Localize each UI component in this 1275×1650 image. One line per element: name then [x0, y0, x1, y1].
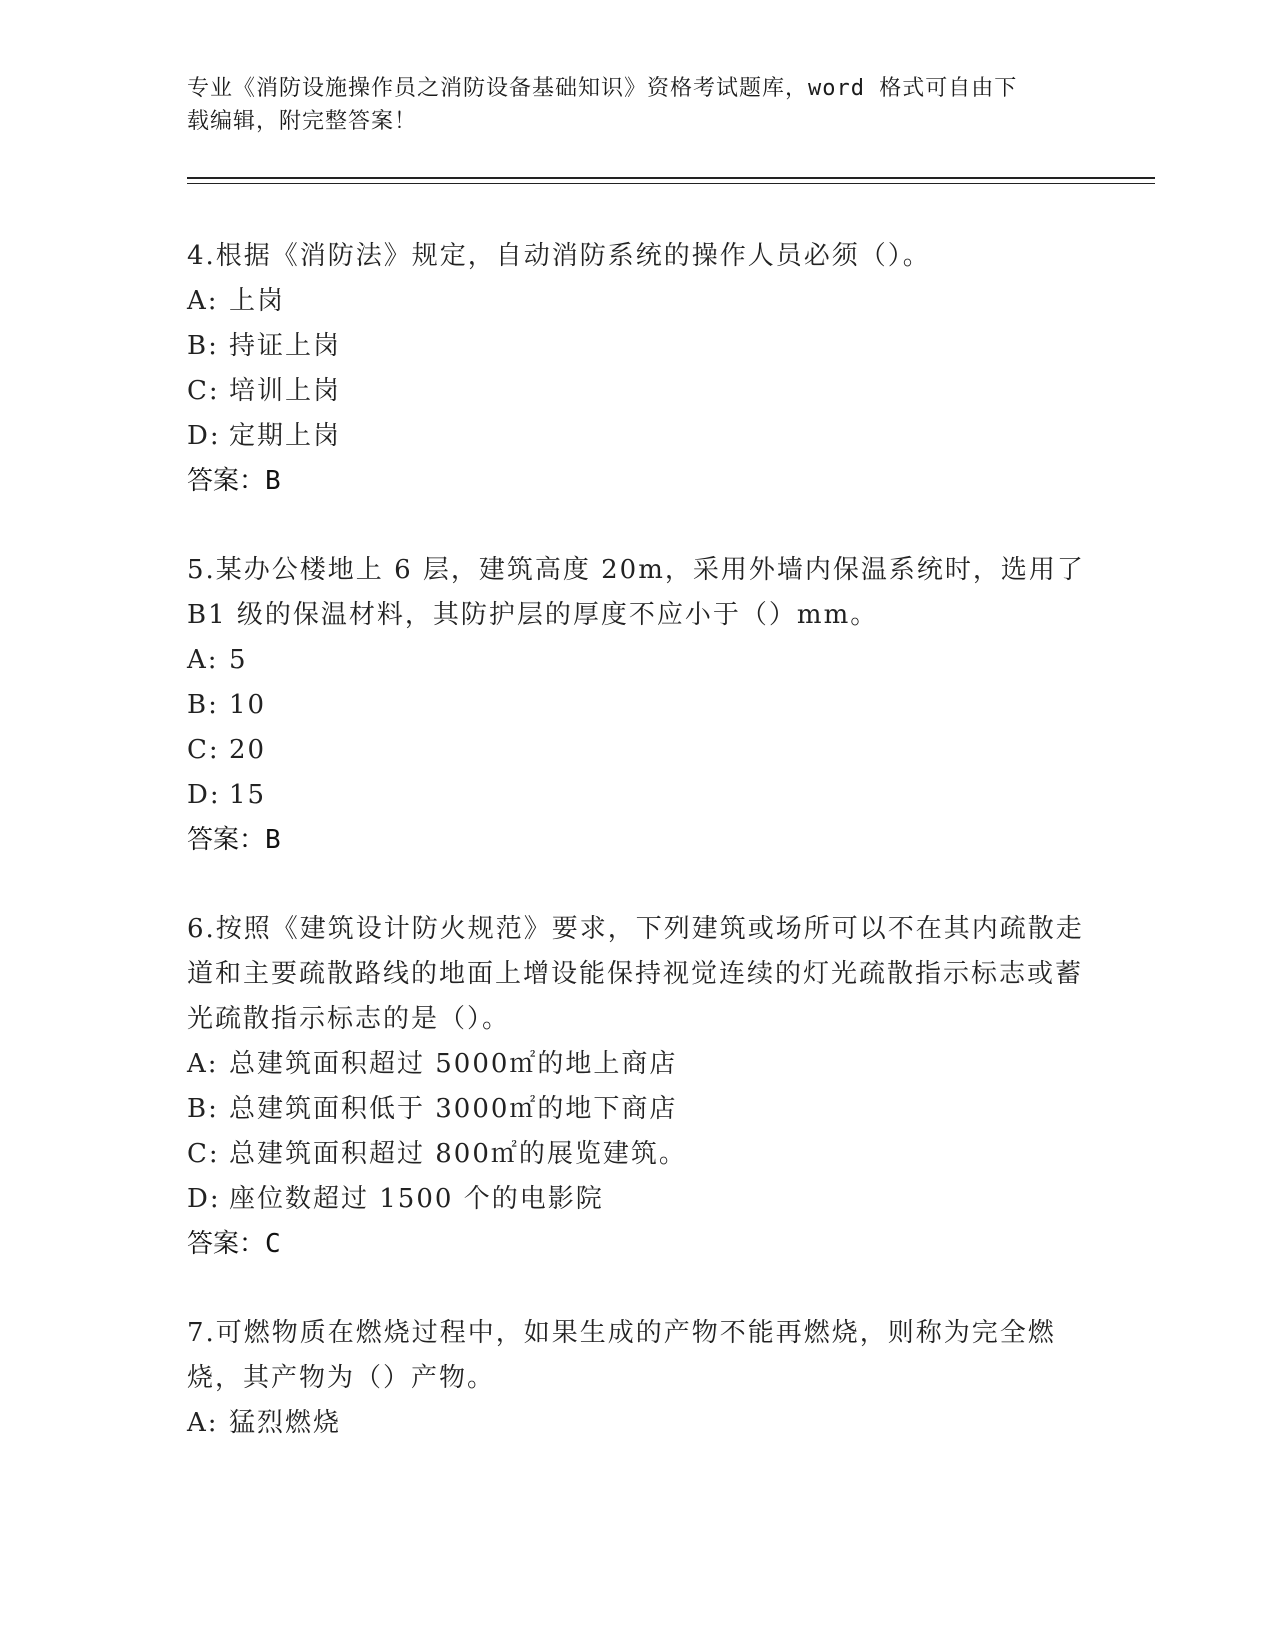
option-d [187, 1177, 1087, 1222]
option-text: 培训上岗 [229, 376, 342, 406]
option-text: 总建筑面积低于 3000㎡的地下商店 [229, 1094, 678, 1124]
header-line-2: 载编辑，附完整答案！ [187, 109, 418, 134]
option-letter: D: [187, 1184, 221, 1214]
option-letter: C: [187, 376, 220, 406]
option-text: 座位数超过 1500 个的电影院 [229, 1184, 604, 1214]
option-c [187, 728, 1087, 773]
option-c [187, 369, 1087, 414]
option-letter: A: [187, 286, 219, 316]
option-a [187, 279, 1087, 324]
document-header [187, 72, 1087, 138]
option-letter: D: [187, 780, 221, 810]
option-letter: A: [187, 645, 219, 675]
option-text: 15 [229, 780, 267, 810]
option-letter: B: [187, 1094, 219, 1124]
option-text: 10 [229, 690, 267, 720]
option-letter: B: [187, 690, 219, 720]
option-text: 总建筑面积超过 5000㎡的地上商店 [229, 1049, 678, 1079]
option-letter: A: [187, 1408, 219, 1438]
option-d [187, 773, 1087, 818]
option-letter: D: [187, 421, 221, 451]
option-b [187, 324, 1087, 369]
option-a [187, 1042, 1087, 1087]
option-letter: B: [187, 331, 219, 361]
option-letter: A: [187, 1049, 219, 1079]
header-rule-thin [187, 183, 1155, 184]
option-b [187, 683, 1087, 728]
option-text: 20 [229, 735, 267, 765]
option-text: 猛烈燃烧 [229, 1408, 342, 1438]
answer-text: 答案：B [187, 825, 281, 855]
question-4 [187, 234, 1087, 504]
option-d [187, 414, 1087, 459]
option-c [187, 1132, 1087, 1177]
option-a [187, 638, 1087, 683]
question-6 [187, 907, 1087, 1267]
question-text: 7.可燃物质在燃烧过程中，如果生成的产物不能再燃烧，则称为完全燃烧，其产物为（）产物。 [187, 1318, 1056, 1393]
option-b [187, 1087, 1087, 1132]
question-text: 6.按照《建筑设计防火规范》要求，下列建筑或场所可以不在其内疏散走道和主要疏散路线的地面上增设能保持视觉连续的灯光疏散指示标志或蓄光疏散指示标志的是（）。 [187, 914, 1084, 1034]
question-list [187, 234, 1087, 1490]
header-rule-thick [187, 177, 1155, 179]
option-text: 5 [229, 645, 248, 675]
option-letter: C: [187, 735, 220, 765]
option-text: 上岗 [229, 286, 286, 316]
question-7 [187, 1311, 1087, 1446]
option-letter: C: [187, 1139, 220, 1169]
question-text: 5.某办公楼地上 6 层，建筑高度 20m，采用外墙内保温系统时，选用了 B1 级的保温材料，其防护层的厚度不应小于（）mm。 [187, 555, 1085, 630]
question-5 [187, 548, 1087, 863]
answer-text: 答案：B [187, 466, 281, 496]
question-text: 4.根据《消防法》规定，自动消防系统的操作人员必须（）。 [187, 241, 931, 271]
option-text: 定期上岗 [229, 421, 342, 451]
header-line-1: 专业《消防设施操作员之消防设备基础知识》资格考试题库，word 格式可自由下 [187, 76, 1018, 101]
option-a [187, 1401, 1087, 1446]
answer-text: 答案：C [187, 1229, 281, 1259]
option-text: 持证上岗 [229, 331, 342, 361]
option-text: 总建筑面积超过 800㎡的展览建筑。 [229, 1139, 687, 1169]
